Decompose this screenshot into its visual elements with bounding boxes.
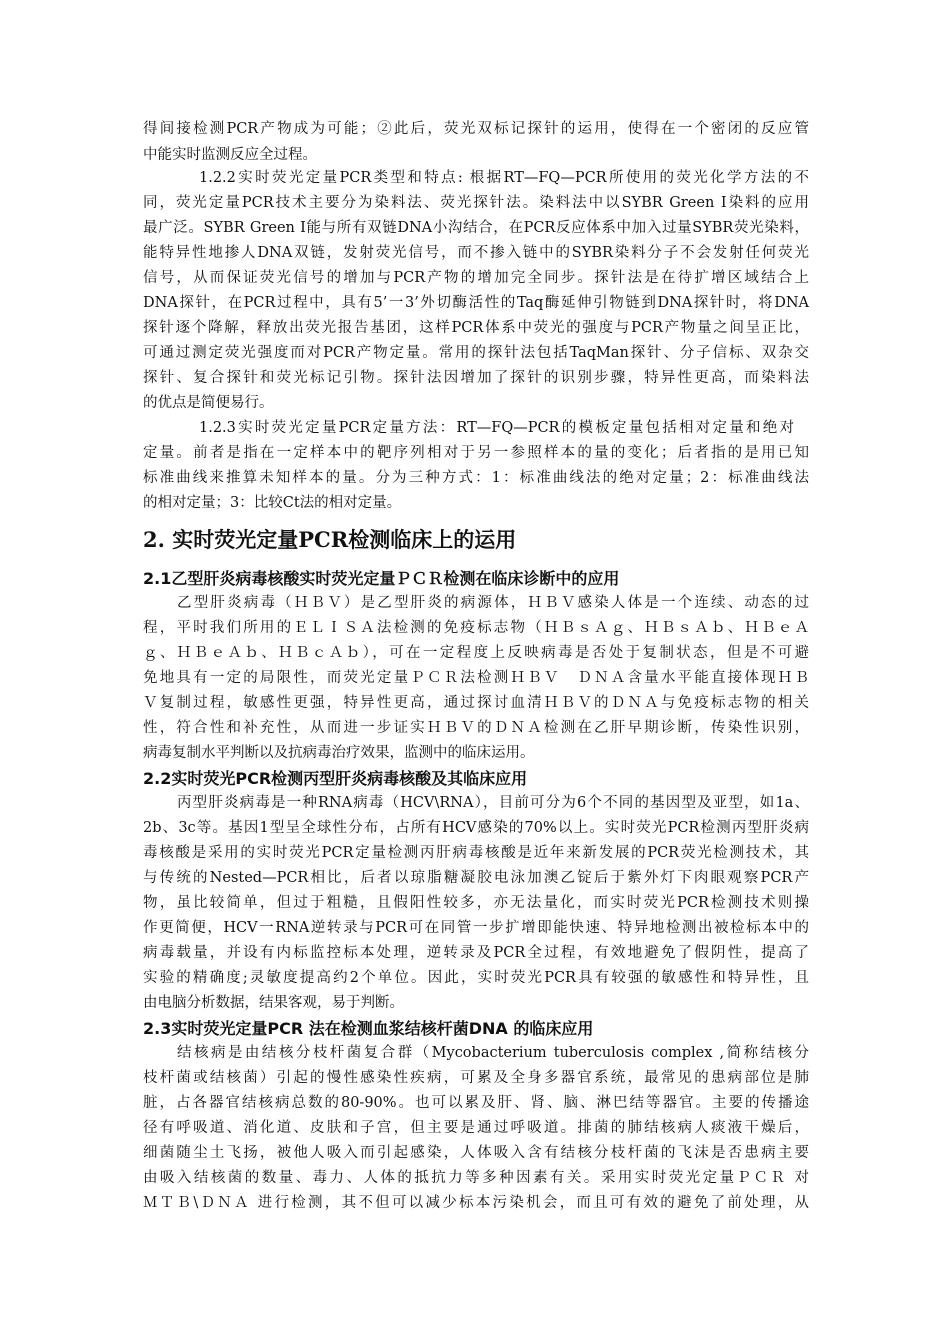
- paragraph-line: 病毒复制水平判断以及抗病毒治疗效果，监测中的临床运用。: [143, 745, 535, 761]
- paragraph-line: 丙型肝炎病毒是一种RNA病毒（HCV\RNA），目前可分为6个不同的基因型及亚型，如1a、: [177, 795, 809, 811]
- subsection-heading-2-1: 2.1乙型肝炎病毒核酸实时荧光定量ＰＣＲ检测在临床诊断中的应用: [143, 569, 620, 588]
- paragraph-line: 程，平时我们所用的ＥＬＩＳＡ法检测的免疫标志物（ＨＢｓＡｇ、ＨＢｓＡｂ、ＨＢｅＡ: [143, 620, 809, 636]
- paragraph-line: 免地具有一定的局限性，而荧光定量ＰＣＲ法检测ＨＢＶ ＤＮＡ含量水平能直接体现ＨＢ: [143, 670, 809, 686]
- paragraph-line: 探针、复合探针和荧光标记引物。探针法因增加了探针的识别步骤，特异性更高，而染料法: [143, 370, 809, 386]
- paragraph-line: 探针逐个降解，释放出荧光报告基团，这样PCR体系中荧光的强度与PCR产物量之间呈正比，: [143, 320, 809, 336]
- paragraph-line: 结核病是由结核分枝杆菌复合群（Mycobacterium tuberculosis complex ,简称结核分: [177, 1045, 809, 1061]
- paragraph-line: 的相对定量；3：比较Ct法的相对定量。: [143, 495, 402, 511]
- paragraph-line: 毒核酸是采用的实时荧光PCR定量检测丙肝病毒核酸是近年来新发展的PCR荧光检测技术，其: [143, 845, 809, 861]
- paragraph-line: 信号，从而保证荧光信号的增加与PCR产物的增加完全同步。探针法是在待扩增区域结合上: [143, 270, 809, 286]
- paragraph-line: 标准曲线来推算未知样本的量。分为三种方式：1：标准曲线法的绝对定量；2：标准曲线法: [143, 470, 809, 486]
- paragraph-line: 脏，占各器官结核病总数的80-90%。也可以累及肝、肾、脑、淋巴结等器官。主要的传播途: [143, 1095, 809, 1111]
- paragraph-line: 1.2.2实时荧光定量PCR类型和特点: 根据RT—FQ—PCR所使用的荧光化学方法的不: [199, 170, 809, 186]
- paragraph-line: 由吸入结核菌的数量、毒力、人体的抵抗力等多种因素有关。采用实时荧光定量ＰＣＲ 对: [143, 1170, 809, 1186]
- section-heading-2: 2. 实时荧光定量PCR检测临床上的运用: [143, 527, 517, 552]
- paragraph-line: 与传统的Nested—PCR相比，后者以琼脂糖凝胶电泳加澳乙锭后于紫外灯下肉眼观察PCR产: [143, 870, 809, 886]
- paragraph-line: 的优点是简便易行。: [143, 395, 274, 411]
- paragraph-line: 枝杆菌或结核菌）引起的慢性感染性疾病，可累及全身多器官系统，最常见的患病部位是肺: [143, 1070, 809, 1086]
- paragraph-line: 由电脑分析数据，结果客观，易于判断。: [143, 995, 404, 1011]
- paragraph-line: DNA探针，在PCR过程中，具有5’一3’外切酶活性的Taq酶延伸引物链到DNA探针时，将DNA: [143, 295, 809, 311]
- paragraph-line: 径有呼吸道、消化道、皮肤和子宫，但主要是通过呼吸道。排菌的肺结核病人痰液干燥后，: [143, 1120, 809, 1136]
- paragraph-line: 物，虽比较简单，但过于粗糙，且假阳性较多，亦无法量化，而实时荧光PCR检测技术则操: [143, 895, 809, 911]
- paragraph-line: 可通过测定荧光强度而对PCR产物定量。常用的探针法包括TaqMan探针、分子信标、双杂交: [143, 345, 809, 361]
- paragraph-line: 性，符合性和补充性，从而进一步证实ＨＢＶ的ＤＮＡ检测在乙肝早期诊断，传染性识别，: [143, 720, 809, 736]
- paragraph-line: 细菌随尘土飞扬，被他人吸入而引起感染，人体吸入含有结核分枝杆菌的飞沫是否患病主要: [143, 1145, 809, 1161]
- paragraph-line: 中能实时监测反应全过程。: [143, 147, 317, 163]
- paragraph-line: ＭＴＢ\ＤＮＡ 进行检测，其不但可以减少标本污染机会，而且可有效的避免了前处理，从: [143, 1195, 809, 1211]
- paragraph-line: 2b、3c等。基因1型呈全球性分布，占所有HCV感染的70%以上。实时荧光PCR检测丙型肝炎病: [143, 820, 809, 836]
- paragraph-line: 最广泛。SYBR Green Ⅰ能与所有双链DNA小沟结合，在PCR反应体系中加入过量SYBR荧光染料，: [143, 220, 809, 236]
- paragraph-line: 同，荧光定量PCR技术主要分为染料法、荧光探针法。染料法中以SYBR Green Ⅰ染料的应用: [143, 195, 809, 211]
- paragraph-line: 得间接检测PCR产物成为可能；②此后，荧光双标记探针的运用，使得在一个密闭的反应管: [143, 121, 809, 137]
- subsection-heading-2-2: 2.2实时荧光PCR检测丙型肝炎病毒核酸及其临床应用: [143, 769, 528, 788]
- paragraph-line: ｇ、ＨＢｅＡｂ、ＨＢｃＡｂ），可在一定程度上反映病毒是否处于复制状态，但是不可避: [143, 645, 809, 661]
- paragraph-line: 定量。前者是指在一定样本中的靶序列相对于另一参照样本的量的变化；后者指的是用已知: [143, 445, 809, 461]
- paragraph-line: 能特异性地掺人DNA双链，发射荧光信号，而不掺入链中的SYBR染料分子不会发射任何荧光: [143, 245, 809, 261]
- paragraph-line: 乙型肝炎病毒（ＨＢＶ）是乙型肝炎的病源体，ＨＢＶ感染人体是一个连续、动态的过: [177, 595, 809, 611]
- paragraph-line: 1.2.3实时荧光定量PCR定量方法：RT—FQ—PCR的模板定量包括相对定量和绝对: [199, 420, 794, 436]
- paragraph-line: Ｖ复制过程，敏感性更强，特异性更高，通过探讨血清ＨＢＶ的ＤＮＡ与免疫标志物的相关: [143, 695, 809, 711]
- paragraph-line: 病毒载量，并设有内标监控标本处理，逆转录及PCR全过程，有效地避免了假阴性，提高了: [143, 945, 809, 961]
- paragraph-line: 作更简便，HCV一RNA逆转录与PCR可在同管一步扩增即能快速、特异地检测出被检标本中的: [143, 920, 809, 936]
- subsection-heading-2-3: 2.3实时荧光定量PCR 法在检测血浆结核杆菌DNA 的临床应用: [143, 1019, 594, 1038]
- paragraph-line: 实验的精确度;灵敏度提高约2个单位。因此，实时荧光PCR具有较强的敏感性和特异性，且: [143, 970, 809, 986]
